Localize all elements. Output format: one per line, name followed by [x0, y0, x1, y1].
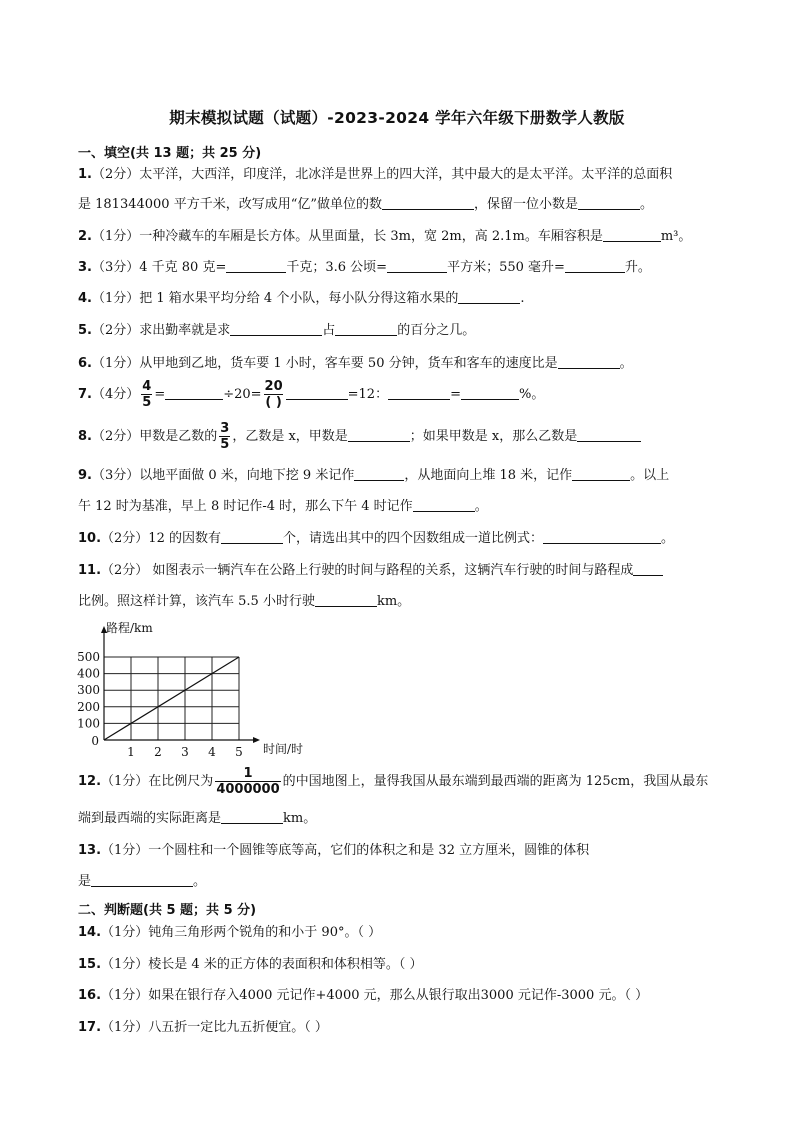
question-text: （3分）4 千克 80 克=	[91, 260, 227, 275]
question-text: （1分）八五折一定比九五折便宜。（ ）	[101, 1020, 328, 1035]
question-text: （1分）如果在银行存入4000 元记作+4000 元，那么从银行取出3000 元记作-3000 元。（ ）	[101, 988, 649, 1003]
question-text: 。	[193, 874, 207, 889]
x-tick-label: 4	[208, 745, 216, 759]
question-number: 1.	[78, 167, 92, 182]
fraction-denominator[interactable]: ( )	[265, 395, 282, 410]
question-number: 17.	[78, 1020, 102, 1035]
answer-blank[interactable]	[565, 259, 625, 273]
section-heading-fill-in: 一、填空(共 13 题；共 25 分)	[78, 146, 262, 161]
answer-blank[interactable]	[558, 355, 620, 369]
answer-blank[interactable]	[388, 386, 450, 400]
answer-blank[interactable]	[382, 196, 474, 210]
question-text: （2分）12 的因数有	[101, 531, 221, 546]
question-number: 15.	[78, 957, 102, 972]
fraction-numerator: 1	[243, 766, 253, 781]
question-5	[78, 322, 475, 340]
fraction-four-fifths	[141, 379, 152, 410]
question-text: 是 181344000 平方千米，改写成用“亿”做单位的数	[78, 197, 382, 212]
question-text: （1分）棱长是 4 米的正方体的表面积和体积相等。（ ）	[101, 957, 423, 972]
question-12-line-2	[78, 810, 316, 828]
answer-blank[interactable]	[221, 530, 283, 544]
question-number: 12.	[78, 774, 102, 789]
question-number: 3.	[78, 260, 92, 275]
time-distance-chart	[68, 618, 328, 763]
question-1-line-2	[78, 196, 653, 214]
question-number: 2.	[78, 229, 92, 244]
question-8	[78, 420, 641, 454]
question-text: =12：	[347, 387, 389, 402]
question-text: 占	[322, 323, 336, 338]
question-text: 。	[619, 356, 633, 371]
answer-blank[interactable]	[348, 428, 410, 442]
fraction-numerator: 4	[142, 379, 152, 394]
x-tick-label: 1	[127, 745, 135, 759]
question-text: 午 12 时为基准，早上 8 时记作-4 时，那么下午 4 时记作	[78, 499, 413, 514]
question-number: 10.	[78, 531, 102, 546]
answer-blank[interactable]	[572, 467, 630, 481]
question-text: 端到最西端的实际距离是	[78, 811, 222, 826]
question-text: 千克；3.6 公顷=	[286, 260, 388, 275]
fraction-twenty-over-blank	[264, 379, 284, 410]
question-text: ÷20=	[223, 387, 262, 402]
question-text: km。	[376, 594, 411, 609]
question-14	[78, 924, 381, 942]
fraction-numerator: 3	[220, 421, 230, 436]
question-1-line-1	[78, 166, 672, 184]
question-4	[78, 290, 524, 308]
question-text: （1分）从甲地到乙地，货车要 1 小时，客车要 50 分钟，货车和客车的速度比是	[91, 356, 558, 371]
question-text: km。	[283, 811, 317, 826]
x-tick-label: 3	[181, 745, 189, 759]
question-text: =	[450, 387, 461, 402]
fraction-scale	[215, 766, 280, 797]
question-text: 。以上	[630, 468, 670, 483]
question-text: （1分）一个圆柱和一个圆锥等底等高，它们的体积之和是 32 立方厘米，圆锥的体积	[101, 843, 590, 858]
question-number: 13.	[78, 843, 102, 858]
question-2	[78, 228, 691, 246]
y-tick-label: 300	[77, 683, 100, 698]
answer-blank[interactable]	[633, 562, 663, 576]
question-text: 。	[474, 499, 488, 514]
question-12-line-1	[78, 764, 708, 800]
answer-blank[interactable]	[315, 593, 377, 607]
question-text: =	[154, 387, 166, 402]
question-text: （2分）求出勤率就是求	[91, 323, 231, 338]
question-9-line-2	[78, 498, 488, 516]
y-tick-label: 400	[77, 666, 100, 681]
x-tick-label: 2	[154, 745, 162, 759]
answer-blank[interactable]	[578, 196, 640, 210]
question-10	[78, 530, 674, 548]
question-number: 14.	[78, 925, 102, 940]
question-13-line-1	[78, 842, 589, 860]
answer-blank[interactable]	[387, 259, 447, 273]
question-text: （2分）太平洋，大西洋，印度洋，北冰洋是世界上的四大洋，其中最大的是太平洋。太平洋的总面积	[91, 167, 673, 182]
question-text: （1分）在比例尺为	[101, 774, 214, 789]
question-number: 8.	[78, 429, 92, 444]
chart-axes	[101, 626, 260, 743]
y-tick-label: 500	[77, 650, 100, 664]
question-13-line-2	[78, 873, 206, 891]
question-text: 的中国地图上，量得我国从最东端到最西端的距离为 125cm，我国从最东	[282, 774, 709, 789]
question-number: 4.	[78, 291, 92, 306]
question-number: 11.	[78, 563, 102, 578]
question-text: .	[520, 291, 525, 306]
question-text: 的百分之几。	[397, 323, 476, 338]
answer-blank[interactable]	[354, 467, 404, 481]
question-17	[78, 1019, 328, 1037]
page-title: 期末模拟试题（试题）-2023-2024 学年六年级下册数学人教版	[169, 109, 625, 127]
question-3	[78, 259, 651, 277]
question-text: m³。	[660, 229, 692, 244]
question-7	[78, 378, 544, 412]
section-heading-true-false: 二、判断题(共 5 题；共 5 分)	[78, 903, 257, 918]
answer-blank[interactable]	[461, 386, 519, 400]
question-text: 。	[640, 197, 654, 212]
fraction-numerator: 20	[264, 379, 283, 394]
question-11-line-2	[78, 593, 410, 611]
question-text: %。	[518, 387, 545, 402]
chart-series	[104, 657, 239, 740]
answer-blank[interactable]	[413, 498, 475, 512]
question-text: （1分）一种冷藏车的车厢是长方体。从里面量，长 3m，宽 2m，高 2.1m。车厢容积是	[91, 229, 603, 244]
question-text: 升。	[624, 260, 651, 275]
question-text: （1分）钝角三角形两个锐角的和小于 90°。（ ）	[101, 925, 382, 940]
y-tick-label: 200	[77, 699, 100, 714]
question-text: （2分） 如图表示一辆汽车在公路上行驶的时间与路程的关系，这辆汽车行驶的时间与路程成	[101, 563, 634, 578]
question-text: 平方米；550 毫升=	[447, 260, 565, 275]
y-tick-label: 100	[77, 716, 100, 731]
question-number: 5.	[78, 323, 92, 338]
question-number: 7.	[78, 387, 92, 402]
answer-blank[interactable]	[603, 228, 661, 242]
x-axis-label: 时间/时	[263, 742, 304, 756]
answer-blank[interactable]	[577, 428, 641, 442]
question-number: 16.	[78, 988, 102, 1003]
x-axis-arrow	[253, 737, 260, 743]
answer-blank[interactable]	[165, 386, 223, 400]
question-6	[78, 355, 633, 373]
y-axis-label: 路程/km	[106, 621, 153, 635]
question-text: 是	[78, 874, 92, 889]
answer-blank[interactable]	[230, 322, 322, 336]
question-text: （1分）把 1 箱水果平均分给 4 个小队，每小队分得这箱水果的	[91, 291, 459, 306]
answer-blank[interactable]	[226, 259, 286, 273]
question-text: ，保留一位小数是	[474, 197, 579, 212]
fraction-denominator: 5	[220, 437, 230, 452]
question-text: 比例。照这样计算，该汽车 5.5 小时行驶	[78, 594, 315, 609]
x-tick-label: 5	[235, 745, 243, 759]
answer-blank[interactable]	[543, 530, 661, 544]
question-text: （4分）	[91, 387, 140, 402]
fraction-denominator: 4000000	[216, 782, 280, 797]
answer-blank[interactable]	[91, 873, 193, 887]
fraction-denominator: 5	[142, 395, 152, 410]
question-text: （2分）甲数是乙数的	[91, 429, 218, 444]
question-16	[78, 987, 648, 1005]
question-9-line-1	[78, 467, 669, 485]
question-text: 个，请选出其中的四个因数组成一道比例式：	[282, 531, 543, 546]
answer-blank[interactable]	[335, 322, 397, 336]
question-text: 。	[661, 531, 675, 546]
fraction-three-fifths	[219, 421, 230, 452]
origin-label: 0	[91, 734, 99, 748]
question-11-line-1	[78, 562, 663, 580]
question-text: ，从地面向上堆 18 米，记作	[404, 468, 573, 483]
question-15	[78, 956, 422, 974]
answer-blank[interactable]	[221, 810, 283, 824]
series-line	[104, 657, 239, 740]
question-text: ；如果甲数是 x，那么乙数是	[409, 429, 578, 444]
question-text: ，乙数是 x，甲数是	[232, 429, 348, 444]
answer-blank[interactable]	[286, 386, 348, 400]
question-number: 6.	[78, 356, 92, 371]
question-text: （3分）以地平面做 0 米，向地下挖 9 米记作	[91, 468, 355, 483]
answer-blank[interactable]	[458, 290, 520, 304]
question-number: 9.	[78, 468, 92, 483]
